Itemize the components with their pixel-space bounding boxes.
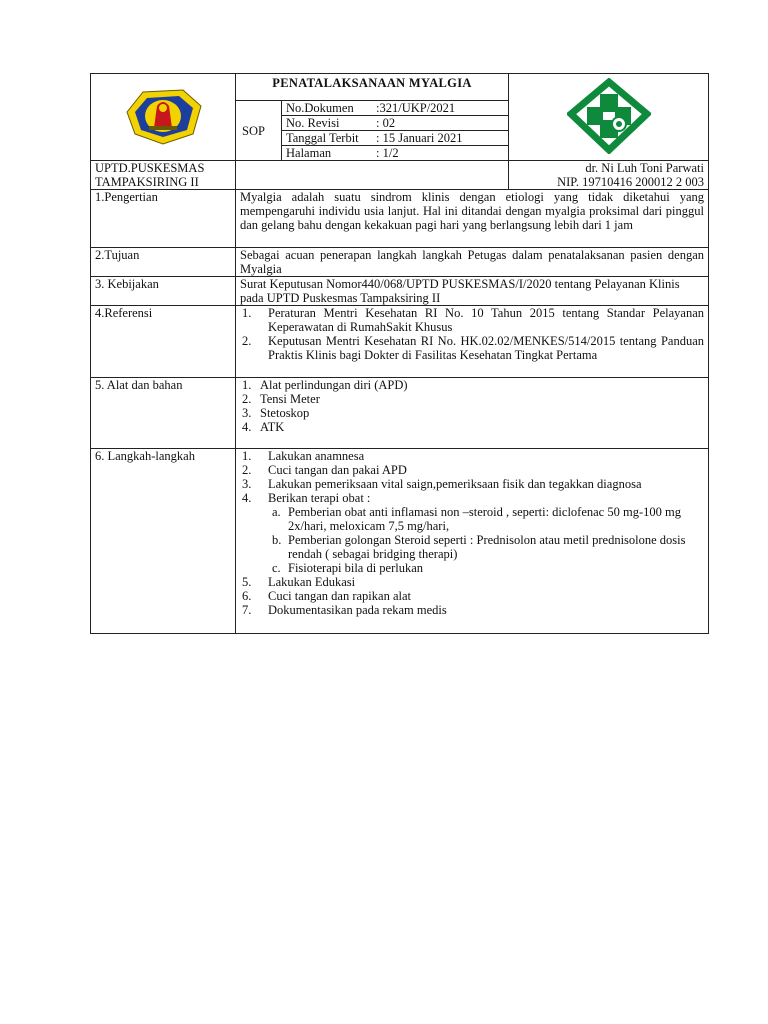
signer-nip: NIP. 19710416 200012 2 003: [557, 175, 704, 189]
list-item: 7. Dokumentasikan pada rekam medis: [242, 603, 447, 617]
list-item: 1. Peraturan Mentri Kesehatan RI No. 10 Tahun 2015 tentang Standar Pelayanan Keperawatan di RumahSakit Khusus: [242, 306, 704, 334]
list-item: c. Fisioterapi bila di perlukan: [272, 561, 424, 575]
doc-number-row: [282, 101, 508, 116]
page-row: [282, 146, 508, 161]
regency-logo-cell: [91, 74, 236, 161]
signer-name: dr. Ni Luh Toni Parwati: [585, 161, 704, 175]
puskesmas-logo-cell: [509, 74, 709, 161]
section-langkah: [91, 449, 709, 634]
document-title: PENATALAKSANAAN MYALGIA: [236, 74, 509, 101]
organization-line-1: UPTD.PUSKESMAS: [95, 161, 205, 175]
signature-space: [236, 161, 509, 190]
section-label: 2.Tujuan: [91, 248, 236, 277]
section-referensi: [91, 306, 709, 378]
reference-list: [240, 306, 704, 362]
organization-line-2: TAMPAKSIRING II: [95, 175, 199, 189]
section-tujuan: [91, 248, 709, 277]
page-label: Halaman: [286, 146, 332, 160]
page-value: : 1/2: [376, 146, 399, 160]
document-info-cell: [282, 101, 509, 161]
list-item: 4. Berikan terapi obat : a. Pemberian obat anti inflamasi non –steroid , seperti: diclofenac 50 mg-100 mg 2x/hari, meloxicam 7,5 mg/hari, b. Pemberian golongan Steroid seperti : Prednisolon atau metil prednisolone dosis rendah ( sebagai bridging therapi) c. Fisioterapi bila di perlukan: [240, 491, 704, 575]
revision-label: No. Revisi: [286, 116, 340, 130]
list-item: 3. Lakukan pemeriksaan vital saign,pemeriksaan fisik dan tegakkan diagnosa: [242, 477, 642, 491]
list-item: a. Pemberian obat anti inflamasi non –steroid , seperti: diclofenac 50 mg-100 mg 2x/hari, meloxicam 7,5 mg/hari,: [272, 505, 681, 533]
section-text: Myalgia adalah suatu sindrom klinis dengan etiologi yang tidak diketahui yang mempengaruhi individu usia lanjut. Hal ini ditandai dengan myalgia proksimal dari pinggul dan gelang bahu dengan kekakuan pagi hari yang berlangsung lebih dari 1 jam: [236, 190, 709, 248]
issue-date-value: : 15 Januari 2021: [376, 131, 463, 145]
sop-label: SOP: [236, 101, 282, 161]
equipment-list: [240, 378, 704, 434]
steps-list-cell: [236, 449, 709, 634]
revision-row: [282, 116, 508, 131]
list-item: 2. Cuci tangan dan pakai APD: [242, 463, 407, 477]
organization-name: [91, 161, 236, 190]
section-label: 5. Alat dan bahan: [91, 378, 236, 449]
list-item: 2. Tensi Meter: [242, 392, 320, 406]
section-label: 6. Langkah-langkah: [91, 449, 236, 634]
section-text: Sebagai acuan penerapan langkah langkah Petugas dalam penatalaksanan pasien dengan Myalgia: [236, 248, 709, 277]
sop-table: [90, 73, 709, 634]
list-item: b. Pemberian golongan Steroid seperti : Prednisolon atau metil prednisolone dosis rendah ( sebagai bridging therapi): [272, 533, 686, 561]
sop-document: [90, 73, 708, 634]
list-item: 4. ATK: [242, 420, 285, 434]
section-label: 4.Referensi: [91, 306, 236, 378]
list-item: 6. Cuci tangan dan rapikan alat: [242, 589, 411, 603]
list-item: 1. Lakukan anamnesa: [242, 449, 365, 463]
section-kebijakan: [91, 277, 709, 306]
list-item: 3. Stetoskop: [242, 406, 310, 420]
doc-number-value: :321/UKP/2021: [376, 101, 456, 115]
list-item: 1. Alat perlindungan diri (APD): [242, 378, 408, 392]
section-pengertian: [91, 190, 709, 248]
equipment-list-cell: [236, 378, 709, 449]
regency-emblem-icon: [121, 82, 205, 150]
document-info-table: [282, 101, 508, 160]
therapy-sublist: [268, 505, 704, 575]
doc-number-label: No.Dokumen: [286, 101, 354, 115]
list-item: 5. Lakukan Edukasi: [242, 575, 356, 589]
section-label: 3. Kebijakan: [91, 277, 236, 306]
reference-list-cell: [236, 306, 709, 378]
steps-list: [240, 449, 704, 617]
signer-info: [509, 161, 709, 190]
section-label: 1.Pengertian: [91, 190, 236, 248]
list-item: 2. Keputusan Mentri Kesehatan RI No. HK.02.02/MENKES/514/2015 tentang Panduan Praktis Klinis bagi Dokter di Fasilitas Kesehatan Tingkat Pertama: [242, 334, 704, 362]
puskesmas-cross-icon: [567, 78, 651, 154]
issue-date-label: Tanggal Terbit: [286, 131, 359, 145]
section-text: Surat Keputusan Nomor440/068/UPTD PUSKESMAS/I/2020 tentang Pelayanan Klinis pada UPTD Puskesmas Tampaksiring II: [236, 277, 709, 306]
section-alat: [91, 378, 709, 449]
issue-date-row: [282, 131, 508, 146]
revision-value: : 02: [376, 116, 396, 130]
